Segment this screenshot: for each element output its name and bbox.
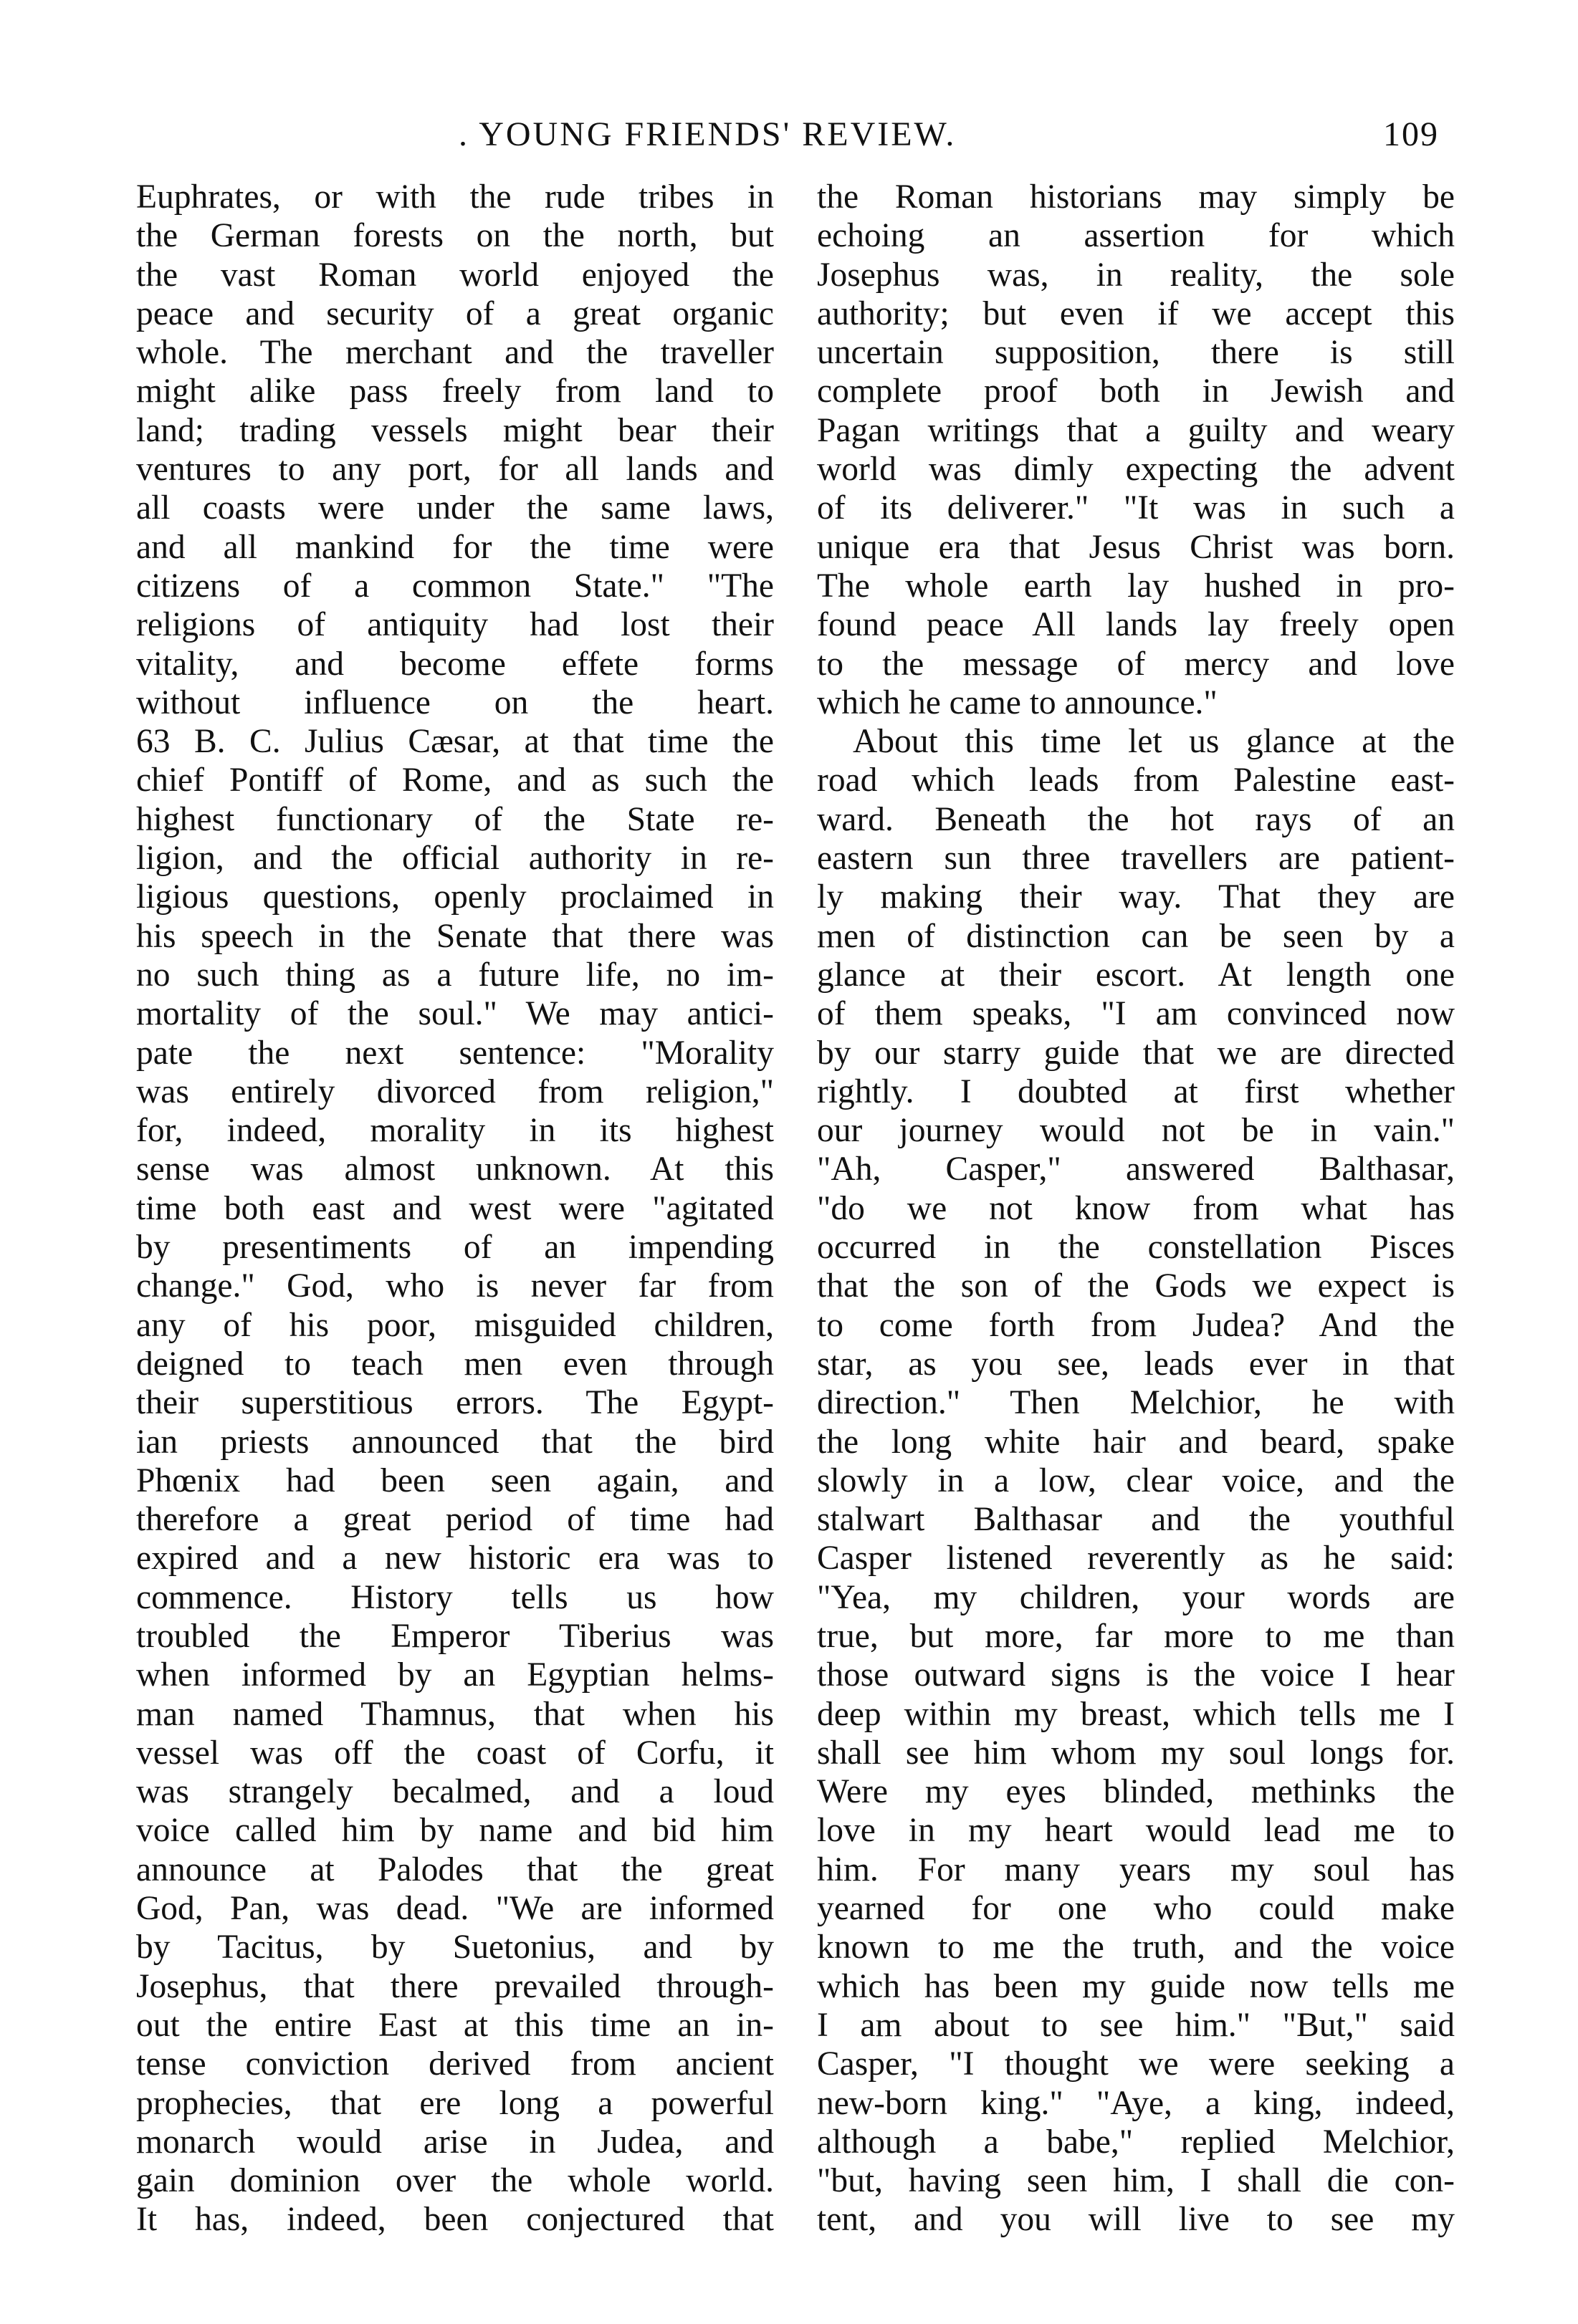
text-line: therefore a great period of time had	[136, 1501, 774, 1539]
text-line: "Ah, Casper," answered Balthasar,	[817, 1151, 1455, 1189]
text-line: Were my eyes blinded, methinks the	[817, 1773, 1455, 1811]
text-line: no such thing as a future life, no im-	[136, 956, 774, 994]
text-line: Euphrates, or with the rude tribes in	[136, 178, 774, 216]
text-line: of its deliverer." "It was in such a	[817, 489, 1455, 527]
text-line: to the message of mercy and love	[817, 645, 1455, 683]
text-line: those outward signs is the voice I hear	[817, 1656, 1455, 1694]
text-line: announce at Palodes that the great	[136, 1850, 774, 1888]
text-line: Pagan writings that a guilty and weary	[817, 411, 1455, 449]
text-line: citizens of a common State." "The	[136, 567, 774, 605]
text-line: tense conviction derived from ancient	[136, 2045, 774, 2083]
text-line: About this time let us glance at the	[853, 723, 1455, 761]
text-line: mortality of the soul." We may antici-	[136, 995, 774, 1033]
left-column	[136, 178, 774, 2239]
text-line: and all mankind for the time were	[136, 528, 774, 566]
text-line: Phœnix had been seen again, and	[136, 1461, 774, 1499]
text-line: true, but more, far more to me than	[817, 1617, 1455, 1655]
text-line: by Tacitus, by Suetonius, and by	[136, 1929, 774, 1967]
text-line: which he came to announce."	[817, 683, 1218, 721]
text-line: It has, indeed, been conjectured that	[136, 2201, 774, 2239]
text-line: God, Pan, was dead. "We are informed	[136, 1890, 774, 1928]
text-line: man named Thamnus, that when his	[136, 1695, 774, 1733]
text-line: complete proof both in Jewish and	[817, 373, 1455, 410]
text-line: voice called him by name and bid him	[136, 1812, 774, 1850]
text-line: was strangely becalmed, and a loud	[136, 1773, 774, 1811]
text-line: ventures to any port, for all lands and	[136, 451, 774, 489]
text-line: unique era that Jesus Christ was born.	[817, 528, 1455, 566]
text-line: Josephus was, in reality, the sole	[817, 256, 1455, 294]
text-line: him. For many years my soul has	[817, 1850, 1455, 1888]
text-line: new-born king." "Aye, a king, indeed,	[817, 2084, 1455, 2122]
text-line: peace and security of a great organic	[136, 294, 774, 332]
text-line: the vast Roman world enjoyed the	[136, 256, 774, 294]
text-line: 63 B. C. Julius Cæsar, at that time the	[136, 723, 774, 761]
text-line: ian priests announced that the bird	[136, 1423, 774, 1461]
text-line: time both east and west were "agitated	[136, 1189, 774, 1227]
text-line: chief Pontiff of Rome, and as such the	[136, 762, 774, 800]
text-line: deigned to teach men even through	[136, 1345, 774, 1383]
text-line: occurred in the constellation Pisces	[817, 1229, 1455, 1267]
text-line: ligion, and the official authority in re-	[136, 840, 774, 878]
text-line: vessel was off the coast of Corfu, it	[136, 1734, 774, 1772]
text-line: echoing an assertion for which	[817, 217, 1455, 255]
text-line: land; trading vessels might bear their	[136, 411, 774, 449]
text-line: glance at their escort. At length one	[817, 956, 1455, 994]
text-line: expired and a new historic era was to	[136, 1540, 774, 1578]
text-line: which has been my guide now tells me	[817, 1967, 1455, 2005]
text-line: although a babe," replied Melchior,	[817, 2123, 1455, 2161]
text-line: troubled the Emperor Tiberius was	[136, 1617, 774, 1655]
text-line: Josephus, that there prevailed through-	[136, 1967, 774, 2005]
text-line: might alike pass freely from land to	[136, 373, 774, 410]
text-line: our journey would not be in vain."	[817, 1112, 1455, 1150]
text-line: whole. The merchant and the traveller	[136, 334, 774, 372]
text-line: their superstitious errors. The Egypt-	[136, 1384, 774, 1422]
text-line: by presentiments of an impending	[136, 1229, 774, 1267]
text-line: "Yea, my children, your words are	[817, 1578, 1455, 1616]
text-line: eastern sun three travellers are patient-	[817, 840, 1455, 878]
text-line: Casper, "I thought we were seeking a	[817, 2045, 1455, 2083]
text-line: stalwart Balthasar and the youthful	[817, 1501, 1455, 1539]
text-line: all coasts were under the same laws,	[136, 489, 774, 527]
text-line: world was dimly expecting the advent	[817, 451, 1455, 489]
text-line: by our starry guide that we are directed	[817, 1034, 1455, 1072]
text-line: tent, and you will live to see my	[817, 2201, 1455, 2239]
text-line: I am about to see him." "But," said	[817, 2006, 1455, 2044]
text-line: authority; but even if we accept this	[817, 294, 1455, 332]
text-line: the long white hair and beard, spake	[817, 1423, 1455, 1461]
text-line: men of distinction can be seen by a	[817, 917, 1455, 955]
text-line: his speech in the Senate that there was	[136, 917, 774, 955]
text-line: of them speaks, "I am convinced now	[817, 995, 1455, 1033]
text-line: to come forth from Judea? And the	[817, 1306, 1455, 1344]
text-line: monarch would arise in Judea, and	[136, 2123, 774, 2161]
text-line: star, as you see, leads ever in that	[817, 1345, 1455, 1383]
text-line: out the entire East at this time an in-	[136, 2006, 774, 2044]
text-line: without influence on the heart.	[136, 683, 774, 721]
text-line: deep within my breast, which tells me I	[817, 1695, 1455, 1733]
text-line: rightly. I doubted at first whether	[817, 1072, 1455, 1110]
text-line: any of his poor, misguided children,	[136, 1306, 774, 1344]
text-line: religions of antiquity had lost their	[136, 606, 774, 644]
text-line: the Roman historians may simply be	[817, 178, 1455, 216]
text-line: when informed by an Egyptian helms-	[136, 1656, 774, 1694]
right-column	[817, 178, 1455, 2239]
text-line: love in my heart would lead me to	[817, 1812, 1455, 1850]
text-line: the German forests on the north, but	[136, 217, 774, 255]
text-line: found peace All lands lay freely open	[817, 606, 1455, 644]
running-head: . YOUNG FRIENDS' REVIEW.	[459, 115, 957, 153]
text-line: that the son of the Gods we expect is	[817, 1267, 1455, 1305]
text-line: pate the next sentence: "Morality	[136, 1034, 774, 1072]
text-line: gain dominion over the whole world.	[136, 2162, 774, 2200]
text-line: prophecies, that ere long a powerful	[136, 2084, 774, 2122]
text-line: "but, having seen him, I shall die con-	[817, 2162, 1455, 2200]
text-line: direction." Then Melchior, he with	[817, 1384, 1455, 1422]
text-line: "do we not know from what has	[817, 1189, 1455, 1227]
text-line: vitality, and become effete forms	[136, 645, 774, 683]
text-line: yearned for one who could make	[817, 1890, 1455, 1928]
text-line: Casper listened reverently as he said:	[817, 1540, 1455, 1578]
text-line: slowly in a low, clear voice, and the	[817, 1461, 1455, 1499]
text-line: ligious questions, openly proclaimed in	[136, 878, 774, 916]
text-line: uncertain supposition, there is still	[817, 334, 1455, 372]
page-number: 109	[1383, 115, 1439, 153]
text-line: change." God, who is never far from	[136, 1267, 774, 1305]
text-line: commence. History tells us how	[136, 1578, 774, 1616]
text-line: road which leads from Palestine east-	[817, 762, 1455, 800]
text-line: known to me the truth, and the voice	[817, 1929, 1455, 1967]
text-line: for, indeed, morality in its highest	[136, 1112, 774, 1150]
text-line: ly making their way. That they are	[817, 878, 1455, 916]
text-line: sense was almost unknown. At this	[136, 1151, 774, 1189]
text-line: highest functionary of the State re-	[136, 800, 774, 838]
text-line: ward. Beneath the hot rays of an	[817, 800, 1455, 838]
text-line: was entirely divorced from religion,"	[136, 1072, 774, 1110]
text-line: The whole earth lay hushed in pro-	[817, 567, 1455, 605]
text-line: shall see him whom my soul longs for.	[817, 1734, 1455, 1772]
